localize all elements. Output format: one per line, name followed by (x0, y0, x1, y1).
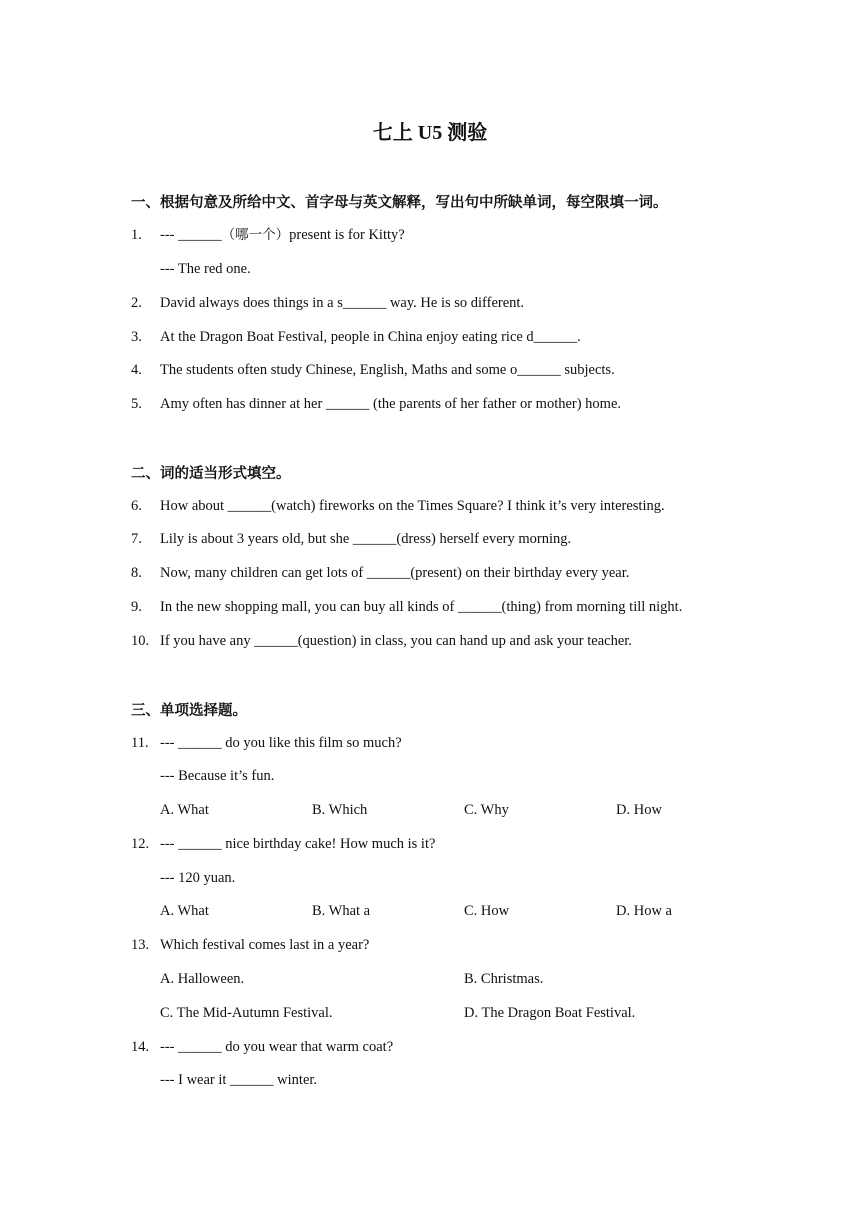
answer-line: --- The red one. (160, 261, 251, 277)
option-c: C. The Mid-Autumn Festival. (160, 1005, 333, 1021)
option-c: C. Why (464, 802, 509, 818)
answer-line: --- 120 yuan. (160, 870, 236, 886)
question-number: 5. (131, 396, 142, 412)
option-a: A. What (160, 802, 209, 818)
question-number: 8. (131, 565, 142, 581)
question-text: If you have any ______(question) in class, you can hand up and ask your teacher. (160, 633, 632, 649)
question-text: David always does things in a s______ way. He is so different. (160, 295, 525, 311)
question-number: 12. (131, 836, 150, 852)
option-c: C. How (464, 903, 510, 919)
question-text: The students often study Chinese, English, Maths and some o______ subjects. (160, 362, 615, 378)
option-a: A. What (160, 903, 209, 919)
question-text: Now, many children can get lots of ______(present) on their birthday every year. (160, 565, 630, 581)
question-text: Which festival comes last in a year? (160, 937, 370, 953)
question-number: 1. (131, 227, 142, 243)
option-d: D. The Dragon Boat Festival. (464, 1005, 636, 1021)
question-text: How about ______(watch) fireworks on the Times Square? I think it’s very interesting. (160, 498, 665, 514)
option-d: D. How a (616, 903, 672, 919)
question-number: 7. (131, 531, 142, 547)
question-text: Lily is about 3 years old, but she ______(dress) herself every morning. (160, 531, 572, 547)
question-text: In the new shopping mall, you can buy all kinds of ______(thing) from morning till night. (160, 599, 683, 615)
answer-line: --- I wear it ______ winter. (160, 1072, 318, 1088)
page-title: 七上 U5 测验 (372, 120, 488, 144)
question-text: --- ______（哪一个）present is for Kitty? (160, 227, 405, 243)
option-b: B. Which (312, 802, 368, 818)
question-number: 14. (131, 1039, 150, 1055)
question-number: 3. (131, 329, 142, 345)
option-a: A. Halloween. (160, 971, 245, 987)
question-number: 6. (131, 498, 142, 514)
question-number: 10. (131, 633, 150, 649)
answer-line: --- Because it’s fun. (160, 768, 275, 784)
question-text: --- ______ nice birthday cake! How much is it? (160, 836, 436, 852)
option-b: B. Christmas. (464, 971, 544, 987)
section-heading-3: 三、单项选择题。 (131, 703, 247, 719)
question-text: Amy often has dinner at her ______ (the parents of her father or mother) home. (160, 396, 622, 412)
question-text: --- ______ do you like this film so much? (160, 735, 402, 751)
question-number: 9. (131, 599, 142, 615)
option-b: B. What a (312, 903, 371, 919)
section-heading-1: 一、根据句意及所给中文、首字母与英文解释，写出句中所缺单词，每空限填一词。 (131, 195, 668, 211)
option-d: D. How (616, 802, 662, 818)
question-number: 11. (131, 735, 149, 751)
question-number: 4. (131, 362, 142, 378)
question-number: 2. (131, 295, 142, 311)
question-text: At the Dragon Boat Festival, people in China enjoy eating rice d______. (160, 329, 581, 345)
section-heading-2: 二、词的适当形式填空。 (131, 466, 291, 482)
question-number: 13. (131, 937, 150, 953)
question-text: --- ______ do you wear that warm coat? (160, 1039, 394, 1055)
